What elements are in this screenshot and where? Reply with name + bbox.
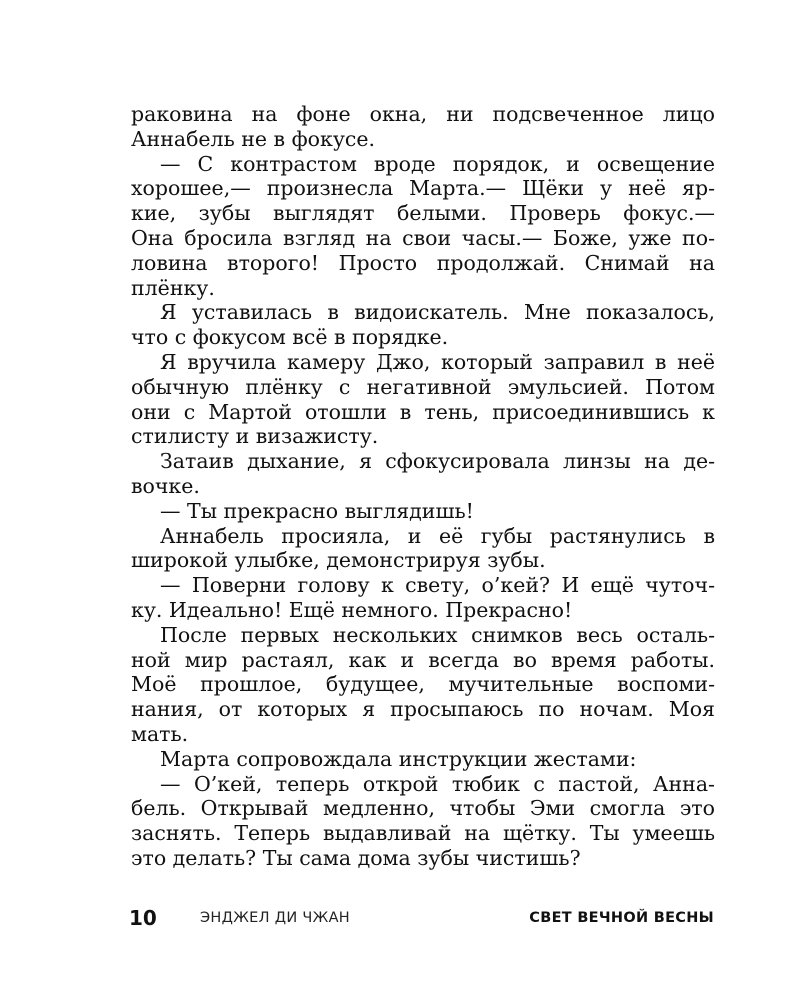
text-line: Я уставилась в видоискатель. Мне показалось, <box>160 300 715 325</box>
running-head-title: СВЕТ ВЕЧНОЙ ВЕСНЫ <box>529 910 714 926</box>
text-line: кие, зубы выглядят белыми. Проверь фокус.— <box>131 201 715 226</box>
text-line: мать. <box>131 721 189 746</box>
text-line: Моё прошлое, будущее, мучительные воспоми- <box>131 672 715 697</box>
text-line: ку. Идеально! Ещё немного. Прекрасно! <box>131 597 573 622</box>
text-line: широкой улыбке, демонстрируя зубы. <box>131 548 546 573</box>
text-line: это делать? Ты сама дома зубы чистишь? <box>131 845 581 870</box>
text-line: что с фокусом всё в порядке. <box>131 325 449 350</box>
text-line: заснять. Теперь выдавливай на щётку. Ты умеешь <box>131 821 715 846</box>
text-line: — О’кей, теперь открой тюбик с пастой, Анна- <box>160 771 715 796</box>
text-line: вочке. <box>131 473 200 498</box>
text-line: обычную плёнку с негативной эмульсией. Потом <box>131 374 715 399</box>
text-line: плёнку. <box>131 275 215 300</box>
text-line: — Поверни голову к свету, о’кей? И ещё чуточ- <box>160 573 715 598</box>
text-line: бель. Открывай медленно, чтобы Эми смогла это <box>131 796 715 821</box>
running-head-author: ЭНДЖЕЛ ДИ ЧЖАН <box>200 910 351 926</box>
text-line: ловина второго! Просто продолжай. Снимай на <box>131 250 715 275</box>
text-line: раковина на фоне окна, ни подсвеченное лицо <box>131 102 715 126</box>
text-line: Затаив дыхание, я сфокусировала линзы на де- <box>160 449 715 474</box>
text-line: Марта сопровождала инструкции жестами: <box>160 746 637 771</box>
text-line: Она бросила взгляд на свои часы.— Боже, уже по- <box>131 225 715 250</box>
text-line: нания, от которых я просыпаюсь по ночам. Моя <box>131 697 715 722</box>
text-line: стилисту и визажисту. <box>131 424 379 449</box>
page-number: 10 <box>129 906 157 930</box>
text-line: они с Мартой отошли в тень, присоединившись к <box>131 399 715 424</box>
text-line: После первых нескольких снимков весь осталь- <box>160 622 715 647</box>
text-line: хорошее,— произнесла Марта.— Щёки у неё яр- <box>131 176 715 201</box>
text-line: — С контрастом вроде порядок, и освещение <box>160 151 715 176</box>
page-footer <box>0 906 800 936</box>
text-line: Аннабель просияла, и её губы растянулись в <box>160 523 715 548</box>
text-line: Аннабель не в фокусе. <box>131 126 376 151</box>
text-line: Я вручила камеру Джо, который заправил в неё <box>160 349 715 374</box>
body-text <box>131 102 715 871</box>
text-line: — Ты прекрасно выглядишь! <box>160 498 474 523</box>
text-line: ной мир растаял, как и всегда во время работы. <box>131 647 715 672</box>
